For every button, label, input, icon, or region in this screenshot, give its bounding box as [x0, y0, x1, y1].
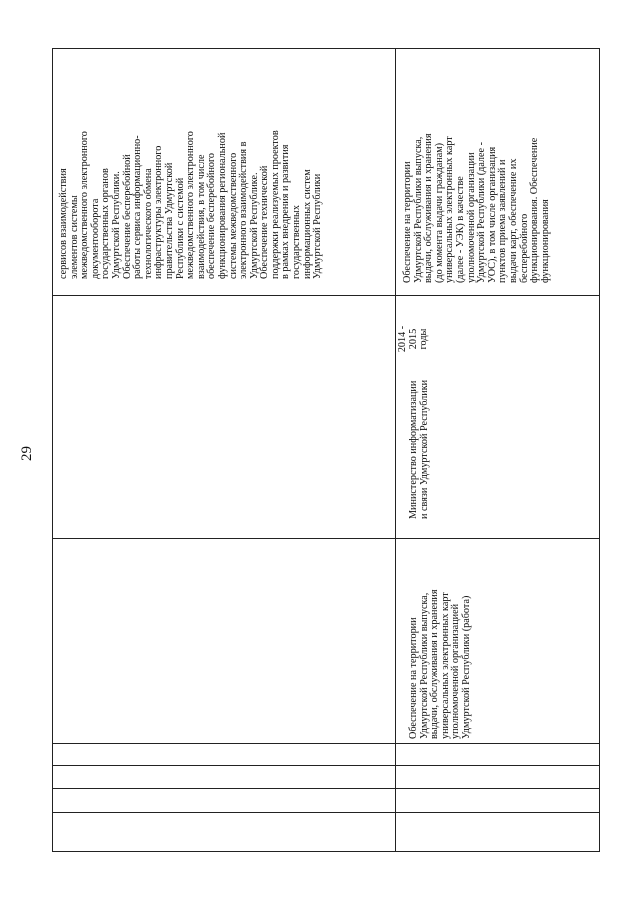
rotated-table: [52, 48, 600, 852]
column-border: [53, 538, 599, 539]
page-number: 29: [19, 446, 35, 461]
row2-executor: Министерство информатизации и связи Удмуртской Республики: [408, 379, 430, 519]
row1-description: сервисов взаимодействия элементов системы межведомственного электронного документооборота государственных органов Удмуртской Республики. Обеспечение бесперебойной работы сервиса информационно- технологического обмена инфраструктуры электронного правительства Удмуртской Республики с системой межведомственного электронного взаимодействия, в том числе обеспечение бесперебойного функционирования региональной системы межведомственного электронного взаимодействия в Удмуртской Республике. Обеспечение технической поддержки реализуемых проектов в рамках внедрения и развития государственных информационных систем Удмуртской Республики: [58, 130, 324, 279]
column-border: [53, 765, 599, 766]
column-border: [53, 788, 599, 789]
row2-description: Обеспечение на территории Удмуртской Республики выпуска, выдачи, обслуживания и хранения (до момента выдачи гражданам) универсальных электронных карт (далее - УЭК) в качестве уполномоченной организации Удмуртской Республики (далее - УОС), в том числе организация пунктов приема заявлений и выдачи карт, обеспечение их бесперебойного функционирования. Обеспечение функционирования: [402, 133, 551, 283]
row-border: [395, 49, 396, 851]
row2-period: 2014 - 2015 годы: [397, 325, 430, 353]
row2-activity: Обеспечение на территории Удмуртской Республики выпуска, выдачи, обслуживания и хранения универсальных электронных карт уполномоченной организацией Удмуртской Республики (работа): [408, 589, 472, 739]
column-border: [53, 743, 599, 744]
column-border: [53, 812, 599, 813]
column-border: [53, 295, 599, 296]
